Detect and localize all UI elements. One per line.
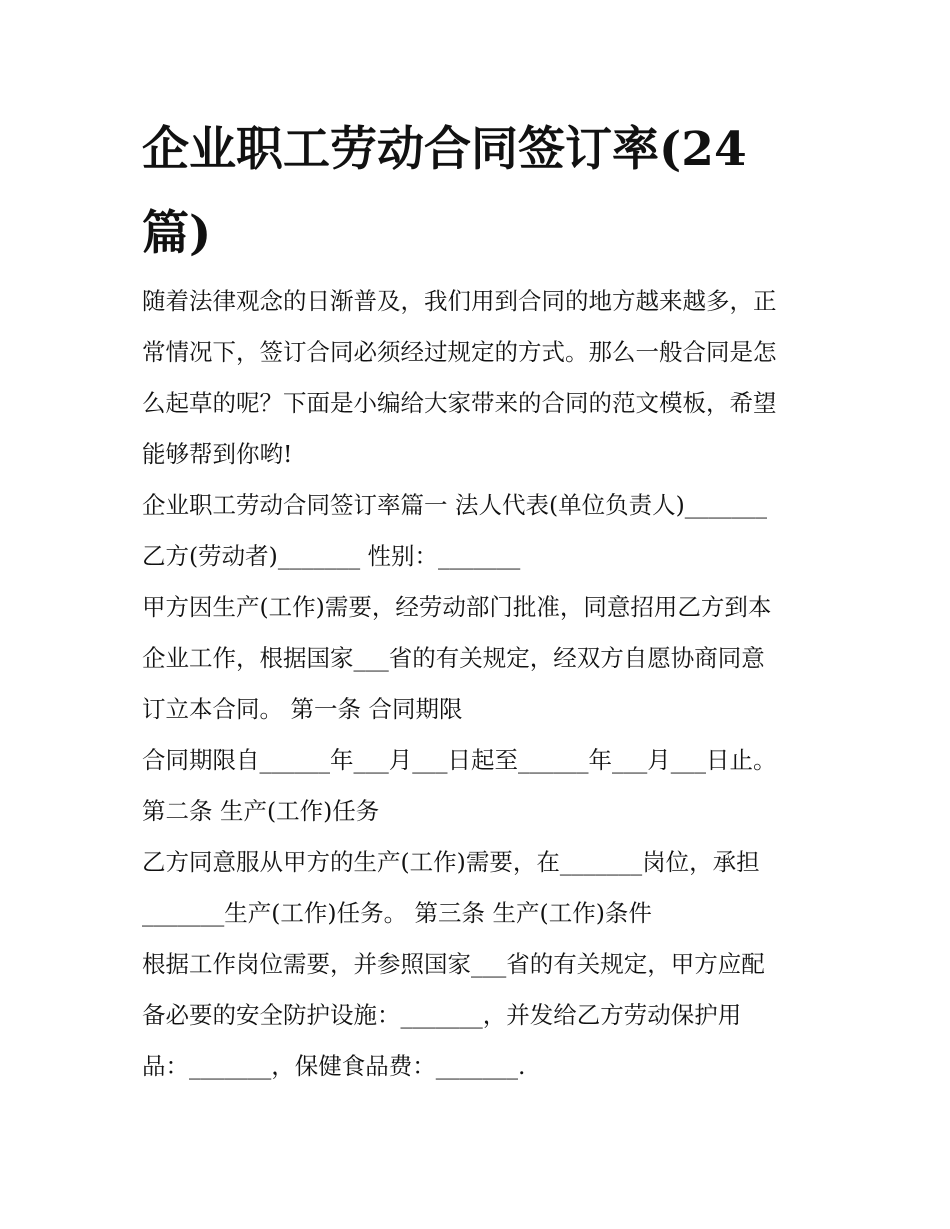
body-line-16: 品：_______，保健食品费：_______. xyxy=(142,1052,526,1080)
body-line-13: _______生产(工作)任务。 第三条 生产(工作)条件 xyxy=(142,899,652,927)
body-line-7: 甲方因生产(工作)需要，经劳动部门批准，同意招用乙方到本 xyxy=(142,593,772,621)
body-line-11: 第二条 生产(工作)任务 xyxy=(142,797,380,825)
body-line-2: 常情况下，签订合同必须经过规定的方式。那么一般合同是怎 xyxy=(142,338,777,366)
body-line-15: 备必要的安全防护设施：_______，并发给乙方劳动保护用 xyxy=(142,1001,742,1029)
body-line-9: 订立本合同。 第一条 合同期限 xyxy=(142,695,463,723)
body-line-5: 企业职工劳动合同签订率篇一 法人代表(单位负责人)_______ xyxy=(142,491,768,519)
title-line-2: 篇) xyxy=(142,206,212,261)
body-line-12: 乙方同意服从甲方的生产(工作)需要，在_______岗位，承担 xyxy=(142,848,760,876)
body-line-4: 能够帮到你哟! xyxy=(142,440,293,468)
document-title xyxy=(142,108,802,276)
title-line-1: 企业职工劳动合同签订率(24 xyxy=(142,122,747,177)
body-line-14: 根据工作岗位需要，并参照国家___省的有关规定，甲方应配 xyxy=(142,950,765,978)
body-line-8: 企业工作，根据国家___省的有关规定，经双方自愿协商同意 xyxy=(142,644,765,672)
body-line-6: 乙方(劳动者)_______ 性别：_______ xyxy=(142,542,521,570)
body-line-10: 合同期限自______年___月___日起至______年___月___日止。 xyxy=(142,746,777,774)
body-line-1: 随着法律观念的日渐普及，我们用到合同的地方越来越多，正 xyxy=(142,287,777,315)
body-line-3: 么起草的呢？下面是小编给大家带来的合同的范文模板，希望 xyxy=(142,389,777,417)
document-body xyxy=(142,276,832,1092)
